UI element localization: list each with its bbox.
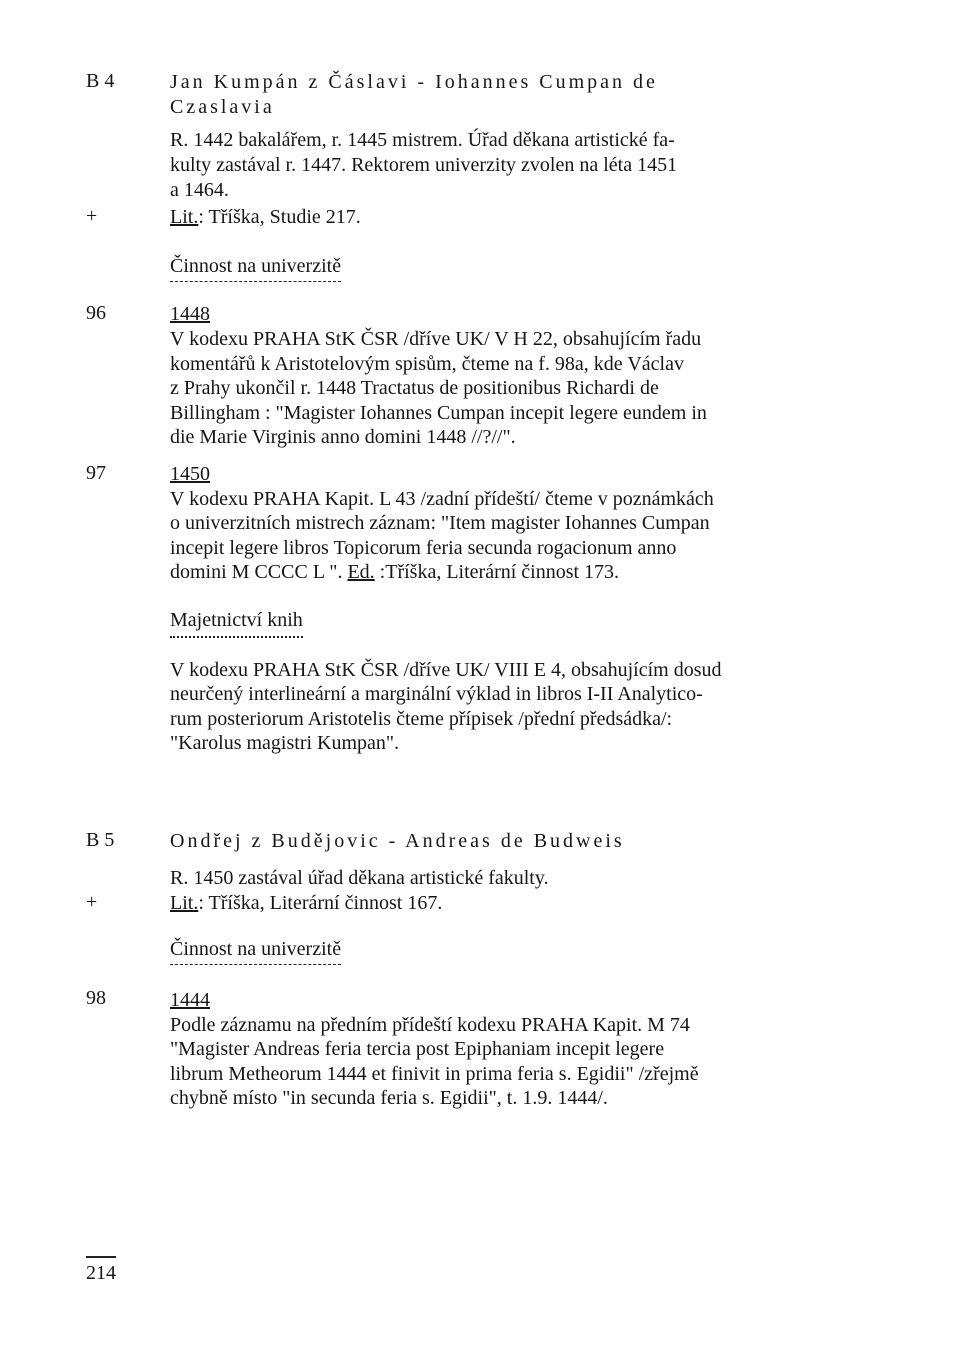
section-title: Majetnictví knih — [170, 608, 303, 638]
item-line: "Magister Andreas feria tercia post Epiphaniam incepit legere — [170, 1038, 665, 1060]
item-line: Billingham : "Magister Iohannes Cumpan incepit legere eundem in — [170, 402, 707, 424]
literature-line — [170, 891, 442, 916]
item-number: 97 — [86, 462, 106, 484]
lit-marker: + — [86, 891, 98, 913]
page-number: 214 — [86, 1256, 116, 1285]
entry-heading: Jan Kumpán z Čáslavi - Iohannes Cumpan de — [170, 71, 658, 93]
item-number: 96 — [86, 302, 106, 324]
bio-line: R. 1442 bakalářem, r. 1445 mistrem. Úřad děkana artistické fa- — [170, 129, 675, 151]
ownership-line: V kodexu PRAHA StK ČSR /dříve UK/ VIII E 4, obsahujícím dosud — [170, 659, 722, 681]
lit-reference: : Tříška, Literární činnost 167. — [198, 892, 443, 914]
item-year: 1448 — [170, 303, 210, 325]
lit-marker: + — [86, 205, 98, 227]
bio-line: a 1464. — [170, 179, 229, 201]
lit-label: Lit. — [170, 206, 199, 228]
lit-reference: : Tříška, Studie 217. — [198, 206, 361, 228]
section-title: Činnost na univerzitě — [170, 937, 341, 965]
lit-label: Lit. — [170, 892, 199, 914]
entry-marker: B 5 — [86, 829, 115, 851]
item-line — [170, 560, 619, 585]
entry-heading-continued: Czaslavia — [170, 96, 275, 118]
item-line-pre: domini M CCCC L ". — [170, 561, 348, 583]
item-number: 98 — [86, 987, 106, 1009]
entry-heading: Ondřej z Budějovic - Andreas de Budweis — [170, 830, 625, 852]
literature-line — [170, 205, 361, 230]
item-line: V kodexu PRAHA StK ČSR /dříve UK/ V H 22, obsahujícím řadu — [170, 328, 702, 350]
item-line: Podle záznamu na předním přídeští kodexu PRAHA Kapit. M 74 — [170, 1014, 690, 1036]
edition-label: Ed. — [347, 561, 375, 583]
section-heading — [170, 608, 303, 638]
item-line: komentářů k Aristotelovým spisům, čteme na f. 98a, kde Václav — [170, 353, 684, 375]
ownership-line: neurčený interlineární a marginální výklad in libros I-II Analytico- — [170, 683, 703, 705]
item-line: die Marie Virginis anno domini 1448 //?//". — [170, 426, 516, 448]
entry-marker: B 4 — [86, 70, 115, 92]
item-line: V kodexu PRAHA Kapit. L 43 /zadní přídeští/ čteme v poznámkách — [170, 488, 714, 510]
ownership-line: rum posteriorum Aristotelis čteme přípisek /přední předsádka/: — [170, 708, 673, 730]
item-year: 1444 — [170, 989, 210, 1011]
section-heading — [170, 254, 341, 282]
item-line: z Prahy ukončil r. 1448 Tractatus de positionibus Richardi de — [170, 377, 659, 399]
bio-line: kulty zastával r. 1447. Rektorem univerzity zvolen na léta 1451 — [170, 154, 678, 176]
section-heading — [170, 937, 341, 965]
section-title: Činnost na univerzitě — [170, 254, 341, 282]
item-line-post: :Tříška, Literární činnost 173. — [374, 561, 620, 583]
item-line: o univerzitních mistrech záznam: "Item magister Iohannes Cumpan — [170, 512, 710, 534]
ownership-line: "Karolus magistri Kumpan". — [170, 732, 400, 754]
item-line: chybně místo "in secunda feria s. Egidii", t. 1.9. 1444/. — [170, 1087, 608, 1109]
item-year: 1450 — [170, 463, 210, 485]
item-line: librum Metheorum 1444 et finivit in prima feria s. Egidii" /zřejmě — [170, 1063, 699, 1085]
item-line: incepit legere libros Topicorum feria secunda rogacionum anno — [170, 537, 677, 559]
bio-line: R. 1450 zastával úřad děkana artistické fakulty. — [170, 867, 549, 889]
